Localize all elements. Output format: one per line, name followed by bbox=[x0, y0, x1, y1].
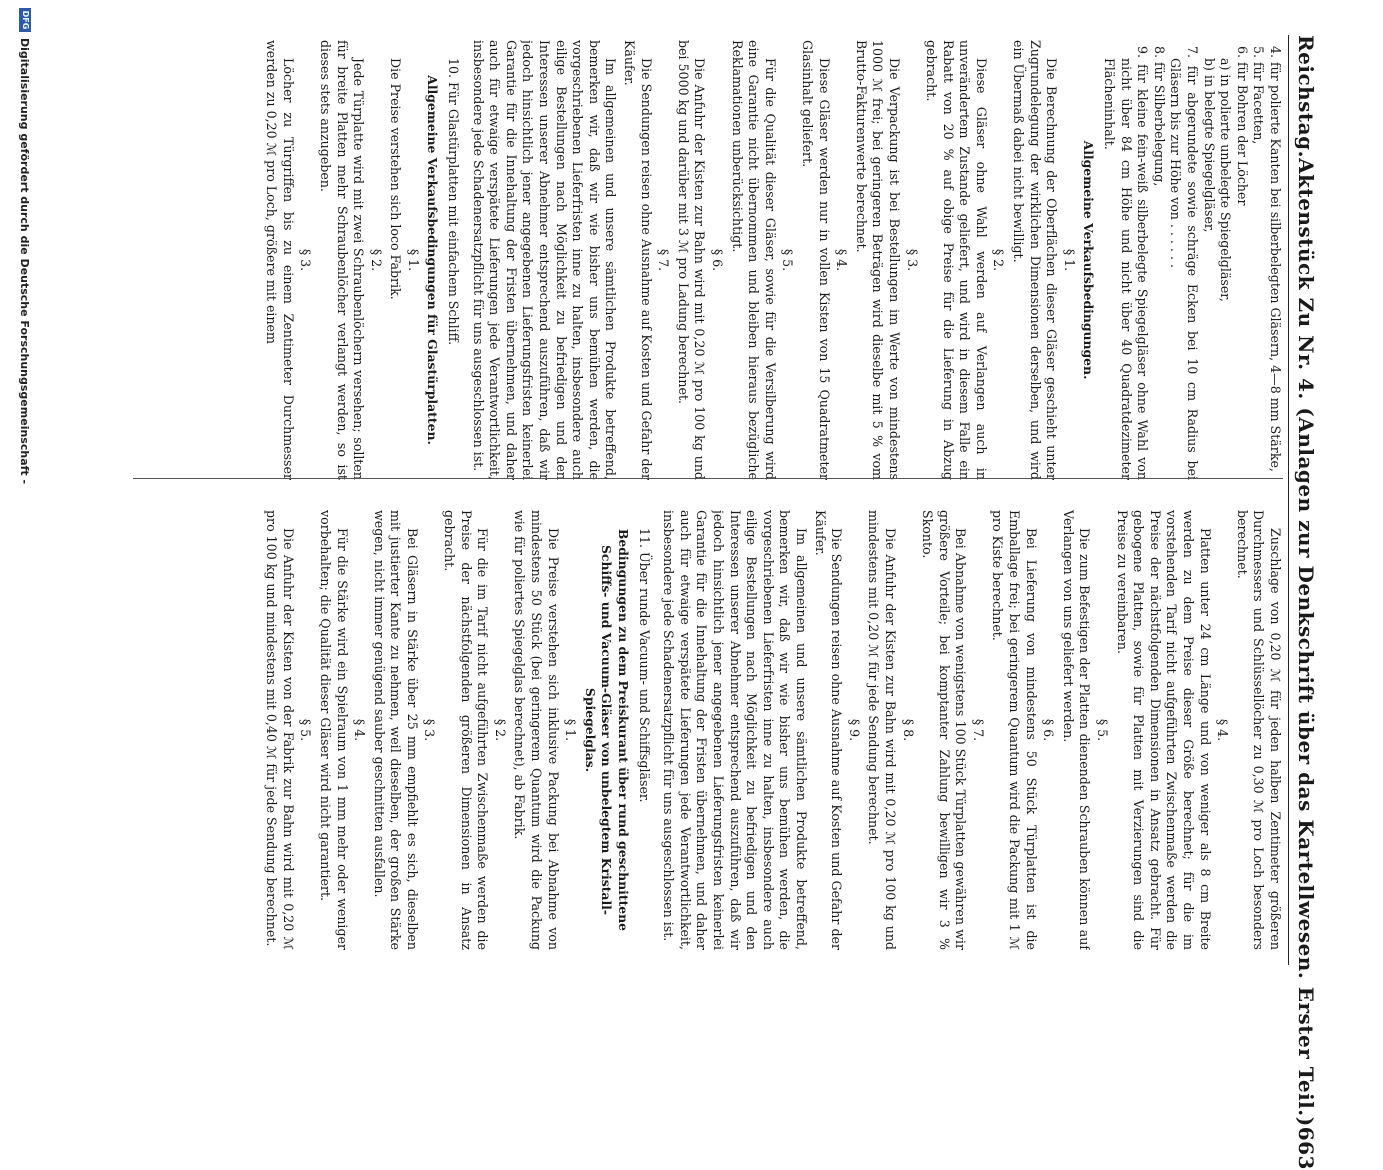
paragraph: Die Verpackung ist bei Bestellungen im Werte von mindestens 1000 ℳ frei; bei geringeren Beträgen wird dieselbe mit 5 % vom Brutto-Fakturenwerte berechnet. bbox=[853, 40, 902, 480]
header-left: Reichstag. bbox=[1294, 35, 1318, 159]
dfg-logo: DFG bbox=[19, 8, 31, 32]
paragraph: Die Preise verstehen sich loco Fabrik. bbox=[388, 58, 404, 300]
paragraph: Für die Stärke wird ein Spielraum von 1 mm mehr oder weniger vorbehalten; die Qualität dieser Gläser wird nicht garantiert. bbox=[317, 510, 350, 950]
list-item: 6. für Bohren der Löcher bbox=[1234, 46, 1250, 206]
section-number: § 9. bbox=[846, 718, 862, 742]
paragraph: Platten unter 24 cm Länge und von weniger als 8 cm Breite werden zu dem Preise dieser Größe berechnet; für die im vorstehenden Tarif nicht aufgeführten Zwischenmaße werden die Preise der nächstfolgenden Dimensionen in Ansatz gebracht. Für gebogene Platten, sowie für Platten mit Verzierungen sind die Preise zu vereinbaren. bbox=[1114, 510, 1213, 950]
paragraph: Im allgemeinen und unsere sämtlichen Produkte betreffend, bemerken wir, daß wir wie bisher uns bemühen werden, die vorgeschriebenen Lieferfristen inne zu halten, insbesondere auch eilige Bestellungen nach Möglichkeit zu befriedigen und den Interessen unserer Abnehmer entsprechend auszuführen, daß wir jedoch hinsichtlich jener angegebenen Lieferungsfristen keinerlei Garantie für die Innehaltung der Fristen übernehmen, und daher auch für etwaige verspätete Lieferungen jede Verantwortlichkeit, insbesondere jede Schadenersatzpflicht für uns ausgeschlossen ist. bbox=[661, 510, 809, 950]
paragraph: Diese Gläser werden nur in vollen Kisten von 15 Quadratmeter Glasinhalt geliefert. bbox=[799, 40, 832, 480]
paragraph: Löcher zu Türgriffen bis zu einem Zentimeter Durchmesser werden zu 0,20 ℳ pro Loch, größere mit einem bbox=[264, 40, 296, 480]
section-number: § 2. bbox=[991, 248, 1007, 272]
section-number: § 3. bbox=[422, 718, 438, 742]
paragraph: Diese Gläser ohne Wahl werden auf Verlangen auch in unverändertem Zustande geliefert, und wird in diesem Falle ein Rabatt von 20 % auf obige Preise für die Lieferung in Abzug gebracht. bbox=[924, 40, 989, 480]
paragraph: Die zum Befestigen der Platten dienenden Schrauben können auf Verlangen von uns geliefert werden. bbox=[1060, 510, 1093, 950]
section-number: § 7. bbox=[656, 248, 672, 272]
paragraph: Bei Lieferung von mindestens 50 Stück Türplatten ist die Emballage frei; bei geringerem Quantum wird die Packung mit 1 ℳ pro Kiste berechnet. bbox=[990, 510, 1039, 950]
list-item: 7. für abgerundete sowie schräge Ecken bei 10 cm Radius bei Gläsern bis zur Höhe von . . . . . . bbox=[1168, 46, 1201, 480]
section-number: § 3. bbox=[298, 248, 314, 272]
sub-list-item: b) in belegte Spiegelgläser, bbox=[1201, 58, 1217, 233]
paragraph: Die Sendungen reisen ohne Ausnahme auf Kosten und Gefahr der Käufer. bbox=[622, 40, 654, 480]
section-number: § 5. bbox=[1095, 718, 1111, 742]
page-number: 663 bbox=[1294, 1126, 1318, 1170]
list-item: 5. für Facetten, bbox=[1251, 46, 1267, 145]
paragraph: Bei Abnahme von wenigstens 100 Stück Türplatten gewähren wir größere Vorteile; bei komptanter Zahlung bewilligen wir 3 % Skonto. bbox=[920, 510, 969, 950]
section-number: § 4. bbox=[834, 248, 850, 272]
paragraph: Für die Qualität dieser Gläser, sowie für die Versilberung wird eine Garantie nicht übernommen und bleiben hieraus bezügliche Reklamationen unberücksichtigt. bbox=[729, 40, 778, 480]
section-number: § 6. bbox=[710, 248, 725, 272]
section-number: § 6. bbox=[1041, 718, 1057, 742]
section-heading: Allgemeine Verkaufsbedingungen für Glastürplatten. bbox=[425, 75, 441, 445]
paragraph: Die Anfuhr der Kisten zur Bahn wird mit 0,20 ℳ pro 100 kg und mindestens mit 0,20 ℳ für jede Sendung berechnet. bbox=[866, 510, 898, 950]
list-item: 9. für kleine fein-weiß silberbelegte Spiegelgläser ohne Wahl von nicht über 84 cm Höhe und nicht über 40 Quadratdezimeter Flächeninhalt. bbox=[1102, 46, 1151, 480]
section-number: § 5. bbox=[298, 718, 314, 742]
section-heading: Allgemeine Verkaufsbedingungen. bbox=[1081, 140, 1097, 380]
section-number: § 8. bbox=[900, 718, 916, 742]
section-number: § 1. bbox=[563, 718, 579, 742]
paragraph: Die Anfuhr der Kisten zur Bahn wird mit 0,20 ℳ pro 100 kg und bei 5000 kg und darüber mit 3 ℳ pro Ladung berechnet. bbox=[675, 40, 708, 480]
item-heading: 10. Für Glastürplatten mit einfachem Schliff. bbox=[446, 58, 462, 346]
section-number: § 3. bbox=[904, 248, 920, 272]
page-header bbox=[1288, 35, 1323, 1170]
section-number: § 2. bbox=[368, 248, 384, 272]
footer-credit: Digitalisierung gefördert durch die Deutsche Forschungsgemeinschaft - bbox=[18, 38, 32, 485]
paragraph: Die Anfuhr der Kisten von der Fabrik zur Bahn wird mit 0,20 ℳ pro 100 kg und mindestens mit 0,40 ℳ für jede Sendung berechnet. bbox=[264, 510, 296, 950]
paragraph: Im allgemeinen und unsere sämtlichen Produkte betreffend, bemerken wir, daß wir wie bisher uns bemühen werden, die vorgeschriebenen Lieferfristen inne zu halten, insbesondere auch eilige Bestellungen nach Möglichkeit zu befriedigen und den Interessen unserer Abnehmer entsprechend auszuführen, daß wir jedoch hinsichtlich jener angegebenen Lieferungsfristen keinerlei Garantie für die Innehaltung der Fristen übernehmen, und daher auch für etwaige verspätete Lieferungen jede Verantwortlichkeit, insbesondere jede Schadenersatzpflicht für uns ausgeschlossen ist. bbox=[470, 40, 619, 480]
paragraph: Bei Gläsern in Stärke über 25 mm empfiehlt es sich, dieselben mit justierter Kante zu nehmen, weil dieselben, der großen Stärke wegen, nicht immer genügend sauber geschnitten ausfallen. bbox=[371, 510, 420, 950]
left-column bbox=[123, 40, 1283, 480]
sub-list-item: a) in polierte unbelegte Spiegelgläser, bbox=[1218, 58, 1234, 302]
paragraph: Die Sendungen reisen ohne Ausnahme auf Kosten und Gefahr der Käufer. bbox=[812, 510, 845, 950]
paragraph: Zuschlage von 0,20 ℳ für jeden halben Zentimeter größeren Durchmessers und Schlüssellöcher zu 0,30 ℳ pro Loch besonders berechnet. bbox=[1234, 510, 1283, 950]
section-number: § 1. bbox=[405, 248, 421, 272]
list-item: 8. für Silberbelegung, bbox=[1151, 46, 1167, 187]
section-number: § 5. bbox=[780, 248, 796, 272]
paragraph: Die Berechnung der Oberflächen dieser Gläser geschieht unter Zugrundelegung der wirklichen Dimensionen derselben, und wird ein Übermaß dabei nicht bewilligt. bbox=[1011, 40, 1060, 480]
section-number: § 2. bbox=[492, 718, 508, 742]
right-column bbox=[123, 510, 1283, 950]
section-heading: Bedingungen zu dem Preiskurant über rund geschnittene Schiffs- und Vacuum-Gläser von unbelegtem Kristall-Spiegelglas. bbox=[582, 528, 632, 932]
section-number: § 7. bbox=[970, 718, 986, 742]
section-number: § 1. bbox=[1061, 248, 1077, 272]
page-footer bbox=[12, 0, 38, 1008]
paragraph: Jede Türplatte wird mit zwei Schraubenlöchern versehen; sollten für breite Platten mehr Schraubenlöcher verlangt werden, so ist dieses stets anzugeben. bbox=[317, 40, 367, 480]
paragraph: Die Preise verstehen sich inklusive Packung bei Abnahme von mindestens 50 Stück (bei geringerem Quantum wird die Packung wie für poliertes Spiegelglas berechnet), ab Fabrik. bbox=[512, 510, 561, 950]
paragraph: Für die im Tarif nicht aufgeführten Zwischenmaße werden die Preise der nächstfolgenden größeren Dimensionen in Ansatz gebracht. bbox=[442, 510, 491, 950]
list-item: 4. für polierte Kanten bei silberbelegten Gläsern, 4—8 mm Stärke, bbox=[1268, 46, 1283, 472]
header-title: Aktenstück Zu Nr. 4. (Anlagen zur Denkschrift über das Kartellwesen. Erster Teil.) bbox=[1294, 158, 1318, 1127]
section-number: § 4. bbox=[352, 718, 368, 742]
section-number: § 4. bbox=[1215, 718, 1231, 742]
column-divider bbox=[133, 478, 1283, 479]
item-heading: 11. Über runde Vacuum- und Schiffsgläser. bbox=[636, 528, 652, 803]
